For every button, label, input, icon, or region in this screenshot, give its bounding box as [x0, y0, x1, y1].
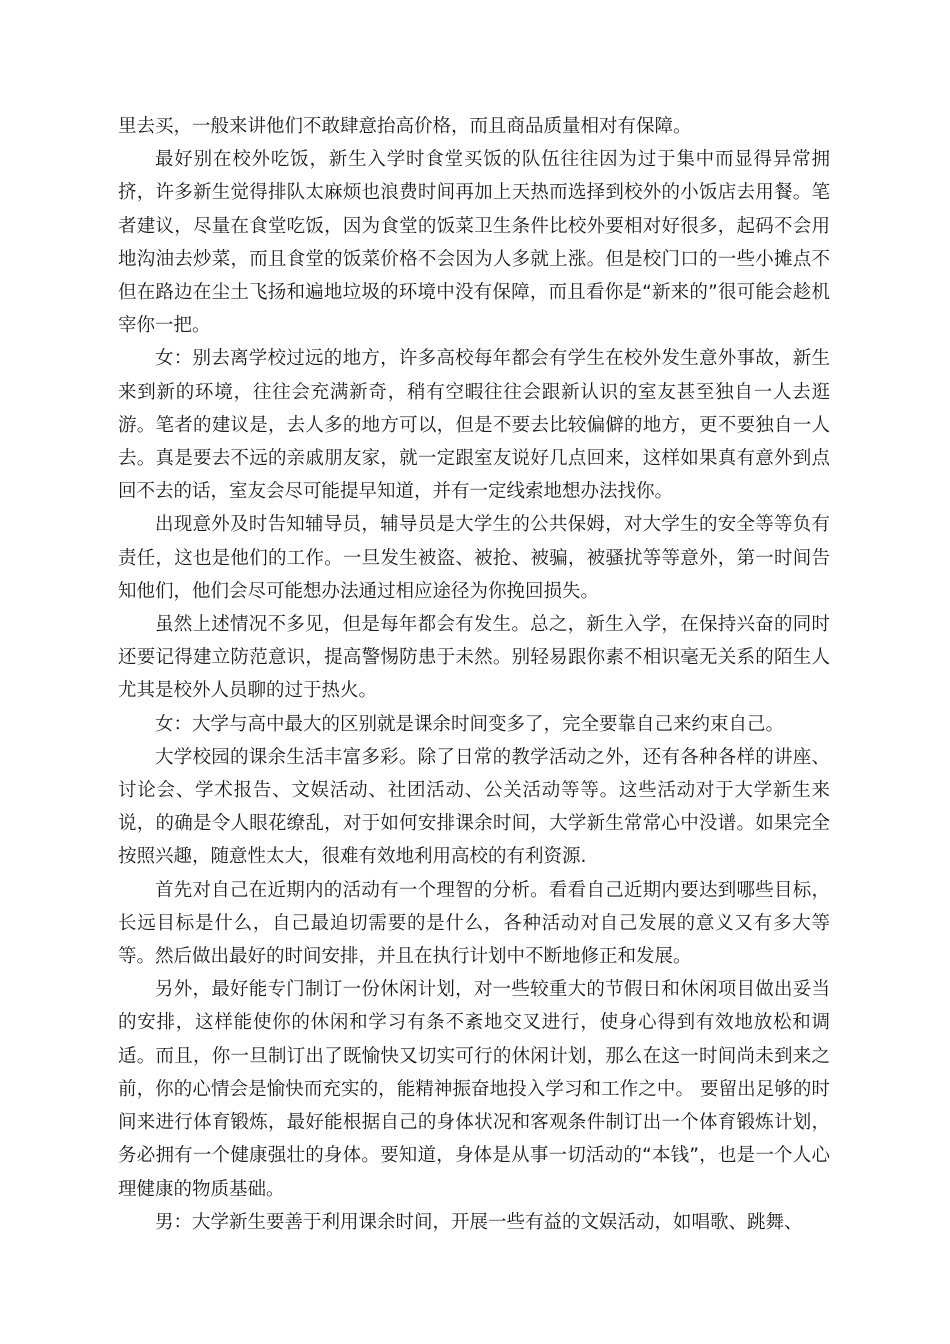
paragraph-distant-places: 女：别去离学校过远的地方，许多高校每年都会有学生在校外发生意外事故，新生来到新的环境，往往会充满新奇，稍有空暇往往会跟新认识的室友甚至独自一人去逛游。笔者的建议是，去人多的地方可以，但是不要去比较偏僻的地方，更不要独自一人去。真是要去不远的亲戚朋友家，就一定跟室友说好几点回来，这样如果真有意外到点回不去的话，室友会尽可能提早知道，并有一定线索地想办法找你。: [118, 348, 830, 503]
paragraph-analysis: 首先对自己在近期内的活动有一个理智的分析。看看自己近期内要达到哪些目标，长远目标是什么，自己最迫切需要的是什么，各种活动对自己发展的意义又有多大等等。然后做出最好的时间安排，并且在执行计划中不断地修正和发展。: [118, 879, 830, 968]
document-body: [118, 110, 830, 1239]
paragraph-counselor: 出现意外及时告知辅导员，辅导员是大学生的公共保姆，对大学生的安全等等负有责任，这也是他们的工作。一旦发生被盗、被抢、被骗，被骚扰等等意外，第一时间告知他们，他们会尽可能想办法通过相应途径为你挽回损失。: [118, 514, 830, 602]
paragraph-campus-food: 最好别在校外吃饭，新生入学时食堂买饭的队伍往往因为过于集中而显得异常拥挤，许多新生觉得排队太麻烦也浪费时间再加上天热而选择到校外的小饭店去用餐。笔者建议，尽量在食堂吃饭，因为食堂的饭菜卫生条件比校外要相对好很多，起码不会用地沟油去炒菜，而且食堂的饭菜价格不会因为人多就上涨。但是校门口的一些小摊点不但在路边在尘土飞扬和遍地垃圾的环境中没有保障，而且看你是“新来的”很可能会趁机宰你一把。: [118, 149, 830, 337]
paragraph-free-time: 女：大学与高中最大的区别就是课余时间变多了，完全要靠自己来约束自己。: [155, 713, 785, 735]
paragraph-safety-summary: 虽然上述情况不多见，但是每年都会有发生。总之，新生入学，在保持兴奋的同时还要记得建立防范意识，提高警惕防患于未然。别轻易跟你素不相识毫无关系的陌生人尤其是校外人员聊的过于热火。: [118, 614, 830, 702]
paragraph-leisure-plan: 另外，最好能专门制订一份休闲计划，对一些较重大的节假日和休闲项目做出妥当的安排，这样能使你的休闲和学习有条不紊地交叉进行，使身心得到有效地放松和调适。而且，你一旦制订出了既愉快又切实可行的休闲计划，那么在这一时间尚未到来之前，你的心情会是愉快而充实的，能精神振奋地投入学习和工作之中。 要留出足够的时间来进行体育锻炼，最好能根据自己的身体状况和客观条件制订出一个体育锻炼计划，务必拥有一个健康强壮的身体。要知道，身体是从事一切活动的“本钱”，也是一个人心理健康的物质基础。: [118, 979, 830, 1200]
paragraph-campus-activities: 大学校园的课余生活丰富多彩。除了日常的教学活动之外，还有各种各样的讲座、讨论会、学术报告、文娱活动、社团活动、公关活动等等。这些活动对于大学新生来说，的确是令人眼花缭乱，对于如何安排课余时间，大学新生常常心中没谱。如果完全按照兴趣，随意性太大，很难有效地利用高校的有利资源.: [118, 746, 830, 868]
paragraph-continuation: 里去买，一般来讲他们不敢肆意抬高价格，而且商品质量相对有保障。: [118, 116, 692, 137]
paragraph-recreation: 男：大学新生要善于利用课余时间，开展一些有益的文娱活动，如唱歌、跳舞、: [155, 1211, 803, 1233]
